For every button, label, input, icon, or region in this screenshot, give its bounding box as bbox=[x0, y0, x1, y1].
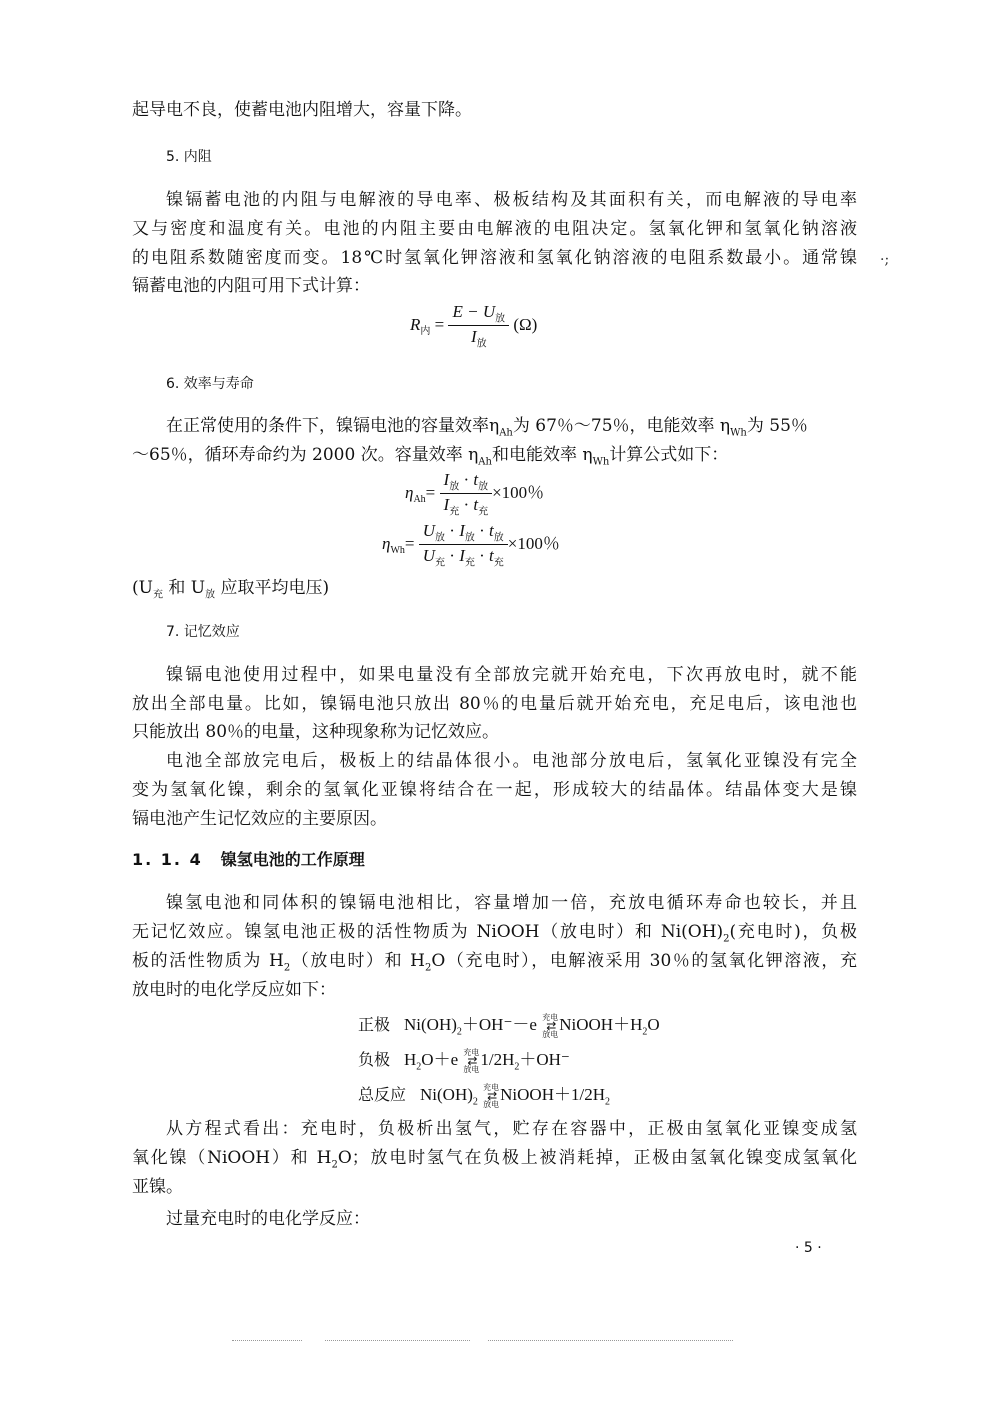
page-number: · 5 · bbox=[795, 1240, 822, 1256]
paragraph-line: 镍镉蓄电池的内阻与电解液的导电率、极板结构及其面积有关，而电解液的导电率 bbox=[166, 190, 857, 210]
scan-artifact bbox=[232, 1340, 302, 1344]
capacity-efficiency-formula: $\eta_{Ah}=$ $\frac{I_放 \cdot t_放}{I_充 \cdot t_充}$ ×100％ bbox=[405, 470, 545, 518]
scan-artifact bbox=[488, 1340, 733, 1344]
energy-efficiency-formula: $\eta_{Wh}=$ $\frac{U_放 \cdot I_放 \cdot t_放}{U_充 \cdot I_充 \cdot t_充}$ ×100％ bbox=[382, 521, 560, 569]
internal-resistance-formula: $R_内$ = $\frac{E - U_放}{I_放}$ (Ω) bbox=[410, 302, 538, 350]
paragraph-line: ～65％，循环寿命约为 2000 次。容量效率 $\eta_{Ah}$和电能效率 $\eta_{Wh}$计算公式如下： bbox=[132, 445, 729, 468]
paragraph-line: 氧化镍（NiOOH）和 $H_2O$；放电时氢气在负极上被消耗掉，正极由氢氧化镍变成氢氧化 bbox=[132, 1148, 857, 1171]
paragraph-line: 在正常使用的条件下，镍镉电池的容量效率$\eta_{Ah}$为 67％～75％，电能效率 $\eta_{Wh}$为 55％ bbox=[166, 416, 808, 439]
paragraph-line: 过量充电时的电化学反应： bbox=[166, 1209, 370, 1229]
reaction-negative: 负极 $H_2O+e$ 充电 ⇄ 放电 $1/2H_2+OH^-$ bbox=[358, 1048, 570, 1075]
paragraph-line: 只能放出 80％的电量，这种现象称为记忆效应。 bbox=[132, 722, 500, 742]
scan-artifact bbox=[325, 1340, 470, 1344]
paragraph-line: 板的活性物质为 $H_2$（放电时）和 $H_2O$（充电时），电解液采用 30％的氢氧化钾溶液，充 bbox=[132, 951, 857, 974]
paragraph-line: 变为氢氧化镍，剩余的氢氧化亚镍将结合在一起，形成较大的结晶体。结晶体变大是镍 bbox=[132, 780, 857, 800]
paragraph-line: 镉蓄电池的内阻可用下式计算： bbox=[132, 276, 370, 296]
paragraph-line: 从方程式看出：充电时，负极析出氢气，贮存在容器中，正极由氢氧化亚镍变成氢 bbox=[166, 1119, 857, 1139]
paragraph-line: 电池全部放完电后，极板上的结晶体很小。电池部分放电后，氢氧化亚镍没有完全 bbox=[166, 751, 857, 771]
reaction-positive: 正极 $Ni(OH)_2+OH^--e$ 充电 ⇄ 放电 $NiOOH+H_2O$ bbox=[358, 1013, 660, 1040]
paragraph-line: 镍氢电池和同体积的镍镉电池相比，容量增加一倍，充放电循环寿命也较长，并且 bbox=[166, 893, 857, 913]
paragraph-line: 亚镍。 bbox=[132, 1177, 183, 1197]
subsection-heading: 1. 1. 4 镍氢电池的工作原理 bbox=[132, 850, 365, 869]
paragraph-line: 放出全部电量。比如，镍镉电池只放出 80％的电量后就开始充电，充足电后，该电池也 bbox=[132, 694, 857, 714]
formula-note: ($U_充$ 和 $U_放$ 应取平均电压) bbox=[132, 578, 330, 601]
paragraph-line: 无记忆效应。镍氢电池正极的活性物质为 NiOOH（放电时）和 $Ni(OH)_2$(充电时)，负极 bbox=[132, 922, 857, 945]
paragraph-line: 起导电不良，使蓄电池内阻增大，容量下降。 bbox=[132, 100, 472, 120]
reaction-total: 总反应 $Ni(OH)_2$ 充电 ⇄ 放电 $NiOOH+1/2H_2$ bbox=[358, 1083, 610, 1110]
paragraph-line: 的电阻系数随密度而变。18℃时氢氧化钾溶液和氢氧化钠溶液的电阻系数最小。通常镍 bbox=[132, 248, 857, 268]
paragraph-line: 放电时的电化学反应如下： bbox=[132, 980, 336, 1000]
section-heading-efficiency-life: 6. 效率与寿命 bbox=[166, 376, 254, 392]
paragraph-line: 镉电池产生记忆效应的主要原因。 bbox=[132, 809, 387, 829]
section-heading-internal-resistance: 5. 内阻 bbox=[166, 149, 212, 165]
margin-mark: ·; bbox=[880, 252, 890, 268]
section-heading-memory-effect: 7. 记忆效应 bbox=[166, 624, 240, 640]
paragraph-line: 又与密度和温度有关。电池的内阻主要由电解液的电阻决定。氢氧化钾和氢氧化钠溶液 bbox=[132, 219, 857, 239]
paragraph-line: 镍镉电池使用过程中，如果电量没有全部放完就开始充电，下次再放电时，就不能 bbox=[166, 665, 857, 685]
